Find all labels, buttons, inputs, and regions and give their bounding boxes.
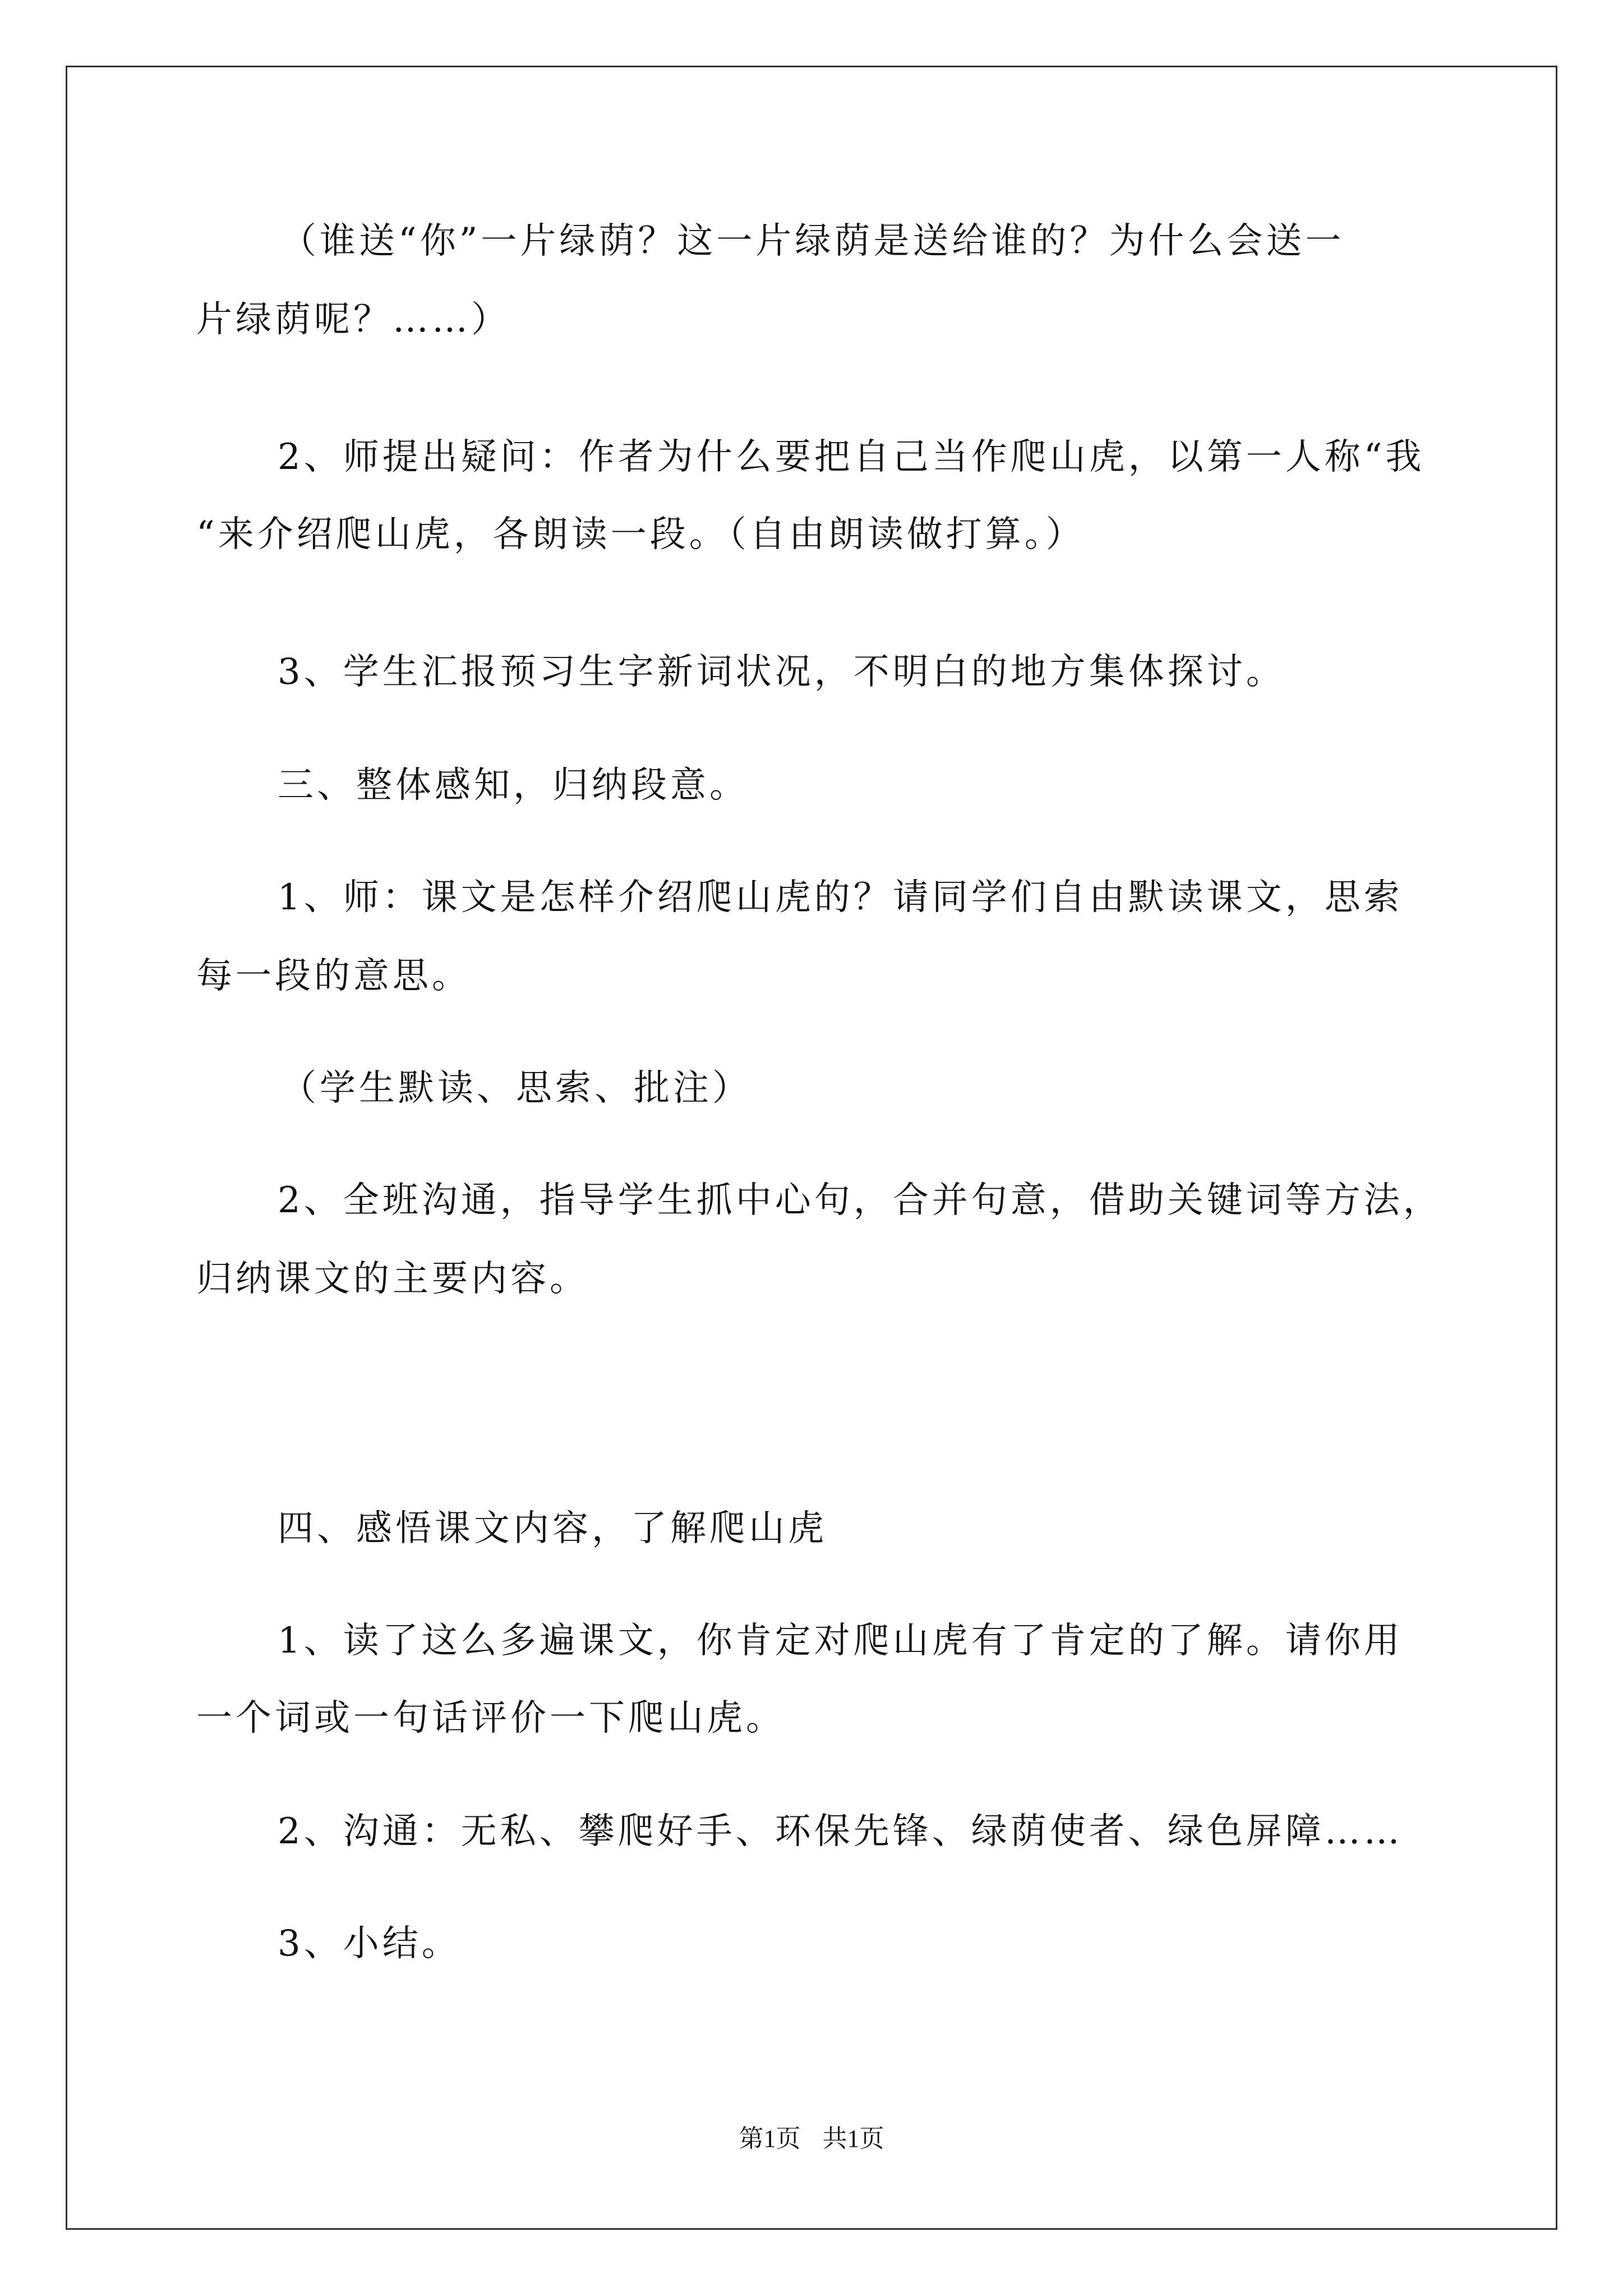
paragraph-line: （谁送“你”一片绿荫？这一片绿荫是送给谁的？为什么会送一 (280, 220, 1345, 262)
paragraph-line: 3、学生汇报预习生字新词状况，不明白的地方集体探讨。 (278, 651, 1285, 693)
paragraph-line: （学生默读、思索、批注） (280, 1068, 751, 1109)
paragraph-line: 归纳课文的主要内容。 (196, 1258, 589, 1300)
paragraph-line: 2、沟通：无私、攀爬好手、环保先锋、绿荫使者、绿色屏障…… (278, 1811, 1403, 1852)
page-number-current: 第1页 (739, 2125, 801, 2152)
paragraph-line: 2、全班沟通，指导学生抓中心句，合并句意，借助关键词等方法， (278, 1180, 1442, 1221)
paragraph-line: 3、小结。 (278, 1923, 461, 1964)
paragraph-line: 一个词或一句话评价一下爬山虎。 (196, 1697, 785, 1739)
paragraph-line: 每一段的意思。 (196, 955, 471, 997)
page-number-total: 共1页 (822, 2125, 884, 2152)
paragraph-line: 片绿荫呢？……） (196, 299, 510, 341)
paragraph-line: 1、读了这么多遍课文，你肯定对爬山虎有了肯定的了解。请你用 (278, 1620, 1403, 1662)
section-heading: 三、整体感知，归纳段意。 (278, 765, 749, 806)
section-heading: 四、感悟课文内容，了解爬山虎 (278, 1508, 827, 1549)
page-border (66, 66, 1557, 2230)
paragraph-line: “来介绍爬山虎，各朗读一段。（自由朗读做打算。） (196, 514, 1085, 555)
page-footer (0, 2123, 1623, 2155)
paragraph-line: 1、师：课文是怎样介绍爬山虎的？请同学们自由默读课文，思索 (278, 877, 1403, 918)
paragraph-line: 2、师提出疑问：作者为什么要把自己当作爬山虎，以第一人称“我 (278, 436, 1425, 478)
